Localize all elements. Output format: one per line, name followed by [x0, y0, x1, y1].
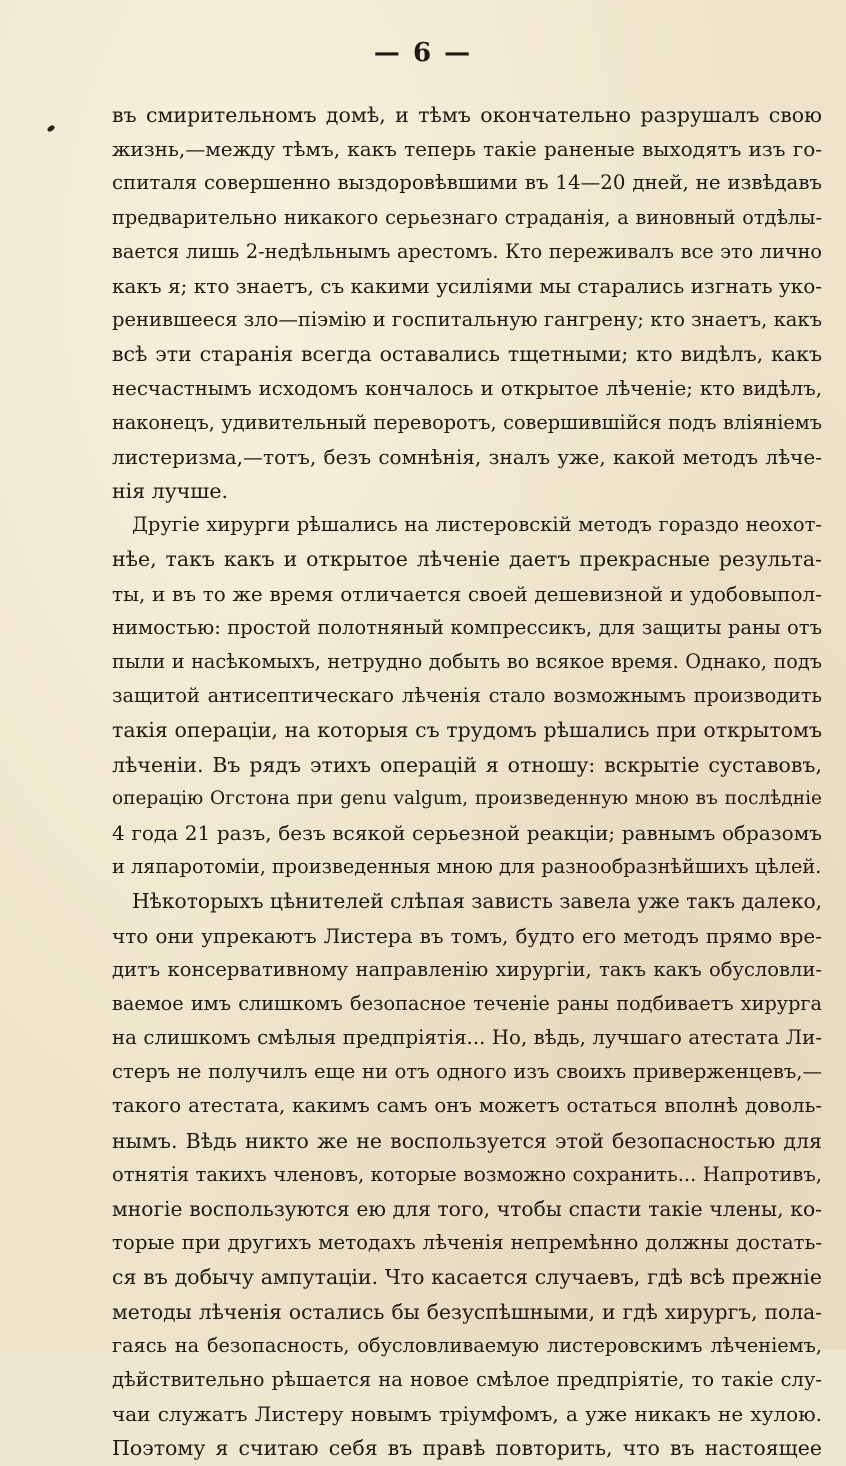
text-line: операцію Огстона при genu valgum, произведенную мною въ послѣдніе	[112, 787, 822, 809]
text-line: на слишкомъ смѣлыя предпріятія... Но, вѣдь, лучшаго атестата Ли-	[112, 1026, 822, 1050]
text-line: стеръ не получилъ еще ни отъ одного изъ своихъ приверженцевъ,—	[112, 1060, 822, 1084]
text-line: вается лишь 2-недѣльнымъ арестомъ. Кто переживалъ все это лично	[112, 239, 822, 263]
margin-ink-mark	[46, 124, 55, 133]
text-line: листеризма,—тотъ, безъ сомнѣнія, зналъ уже, какой методъ лѣче-	[112, 444, 822, 469]
text-line: торые при другихъ методахъ лѣченія непремѣнно должны достать-	[112, 1231, 822, 1255]
text-line: въ смирительномъ домѣ, и тѣмъ окончательно разрушалъ свою	[112, 103, 822, 127]
text-line: наконецъ, удивительный переворотъ, совершившійся подъ вліяніемъ	[112, 410, 822, 434]
text-line: и ляпаротоміи, произведенныя мною для разнообразнѣйшихъ цѣлей.	[112, 855, 822, 879]
text-line: отнятія такихъ членовъ, которые возможно сохранить... Напротивъ,	[112, 1162, 822, 1186]
text-line: какъ я; кто знаетъ, съ какими усиліями мы старались изгнать уко-	[112, 273, 822, 298]
text-line: предварительно никакого серьезнаго страданія, а виновный отдѣлы-	[112, 205, 822, 229]
text-line: нымъ. Вѣдь никто же не воспользуется этой безопасностью для	[112, 1128, 822, 1153]
text-line: несчастнымъ исходомъ кончалось и открытое лѣченіе; кто видѣлъ,	[112, 376, 822, 400]
paragraph-start-line: Нѣкоторыхъ цѣнителей слѣпая зависть завела уже такъ далеко,	[132, 889, 822, 914]
text-line: всѣ эти старанія всегда оставались тщетными; кто видѣлъ, какъ	[112, 342, 822, 367]
text-line: лѣченіи. Въ рядъ этихъ операцій я отношу: вскрытіе суставовъ,	[112, 752, 822, 777]
text-line: нія лучше.	[112, 479, 229, 504]
text-line: пыли и насѣкомыхъ, нетрудно добыть во всякое время. Однако, подъ	[112, 650, 822, 673]
text-line: ся въ добычу ампутаціи. Что касается случаевъ, гдѣ всѣ прежніе	[112, 1265, 822, 1290]
text-line: нимостью: простой полотняный компрессикъ, для защиты раны отъ	[112, 615, 822, 639]
text-line: спиталя совершенно выздоровѣвшими въ 14—20 дней, не извѣдавъ	[112, 171, 822, 195]
text-line: 4 года 21 разъ, безъ всякой серьезной реакціи; равнымъ образомъ	[112, 820, 822, 845]
text-line: ты, и въ то же время отличается своей дешевизной и удобовыпол-	[112, 581, 822, 606]
text-line: дитъ консервативному направленію хирургіи, такъ какъ обусловли-	[112, 957, 822, 981]
paragraph-start-line: Другіе хирурги рѣшались на листеровскій методъ гораздо неохот-	[132, 513, 822, 537]
text-line: жизнь,—между тѣмъ, какъ теперь такіе раненые выходятъ изъ го-	[112, 137, 822, 162]
text-line: ренившееся зло—піэмію и госпитальную гангрену; кто знаетъ, какъ	[112, 308, 822, 332]
body-text	[112, 98, 822, 1466]
text-line: дѣйствительно рѣшается на новое смѣлое предпріятіе, то такіе слу-	[112, 1367, 822, 1391]
text-line: методы лѣченія остались бы безуспѣшными, и гдѣ хирургъ, пола-	[112, 1299, 822, 1324]
text-line: такого атестата, какимъ самъ онъ можетъ остаться вполнѣ доволь-	[112, 1094, 822, 1118]
text-line: ваемое имъ слишкомъ безопасное теченіе раны подбиваетъ хирурга	[112, 991, 822, 1015]
text-line: многіе воспользуются ею для того, чтобы спасти такіе члены, ко-	[112, 1197, 822, 1221]
text-line: чаи служатъ Листеру новымъ тріумфомъ, а уже никакъ не хулою.	[112, 1402, 822, 1427]
page-number: — 6 —	[373, 38, 473, 68]
text-line: Поэтому я считаю себя въ правѣ повторить, что въ настоящее	[112, 1436, 822, 1461]
text-line: нѣе, такъ какъ и открытое лѣченіе даетъ прекрасные результа-	[112, 547, 822, 572]
text-line: такія операціи, на которыя съ трудомъ рѣшались при открытомъ	[112, 718, 822, 743]
text-line: что они упрекаютъ Листера въ томъ, будто его методъ прямо вре-	[112, 923, 822, 948]
text-line: гаясь на безопасность, обусловливаемую листеровскимъ лѣченіемъ,	[112, 1333, 822, 1357]
text-line: защитой антисептическаго лѣченія стало возможнымъ производить	[112, 684, 822, 708]
